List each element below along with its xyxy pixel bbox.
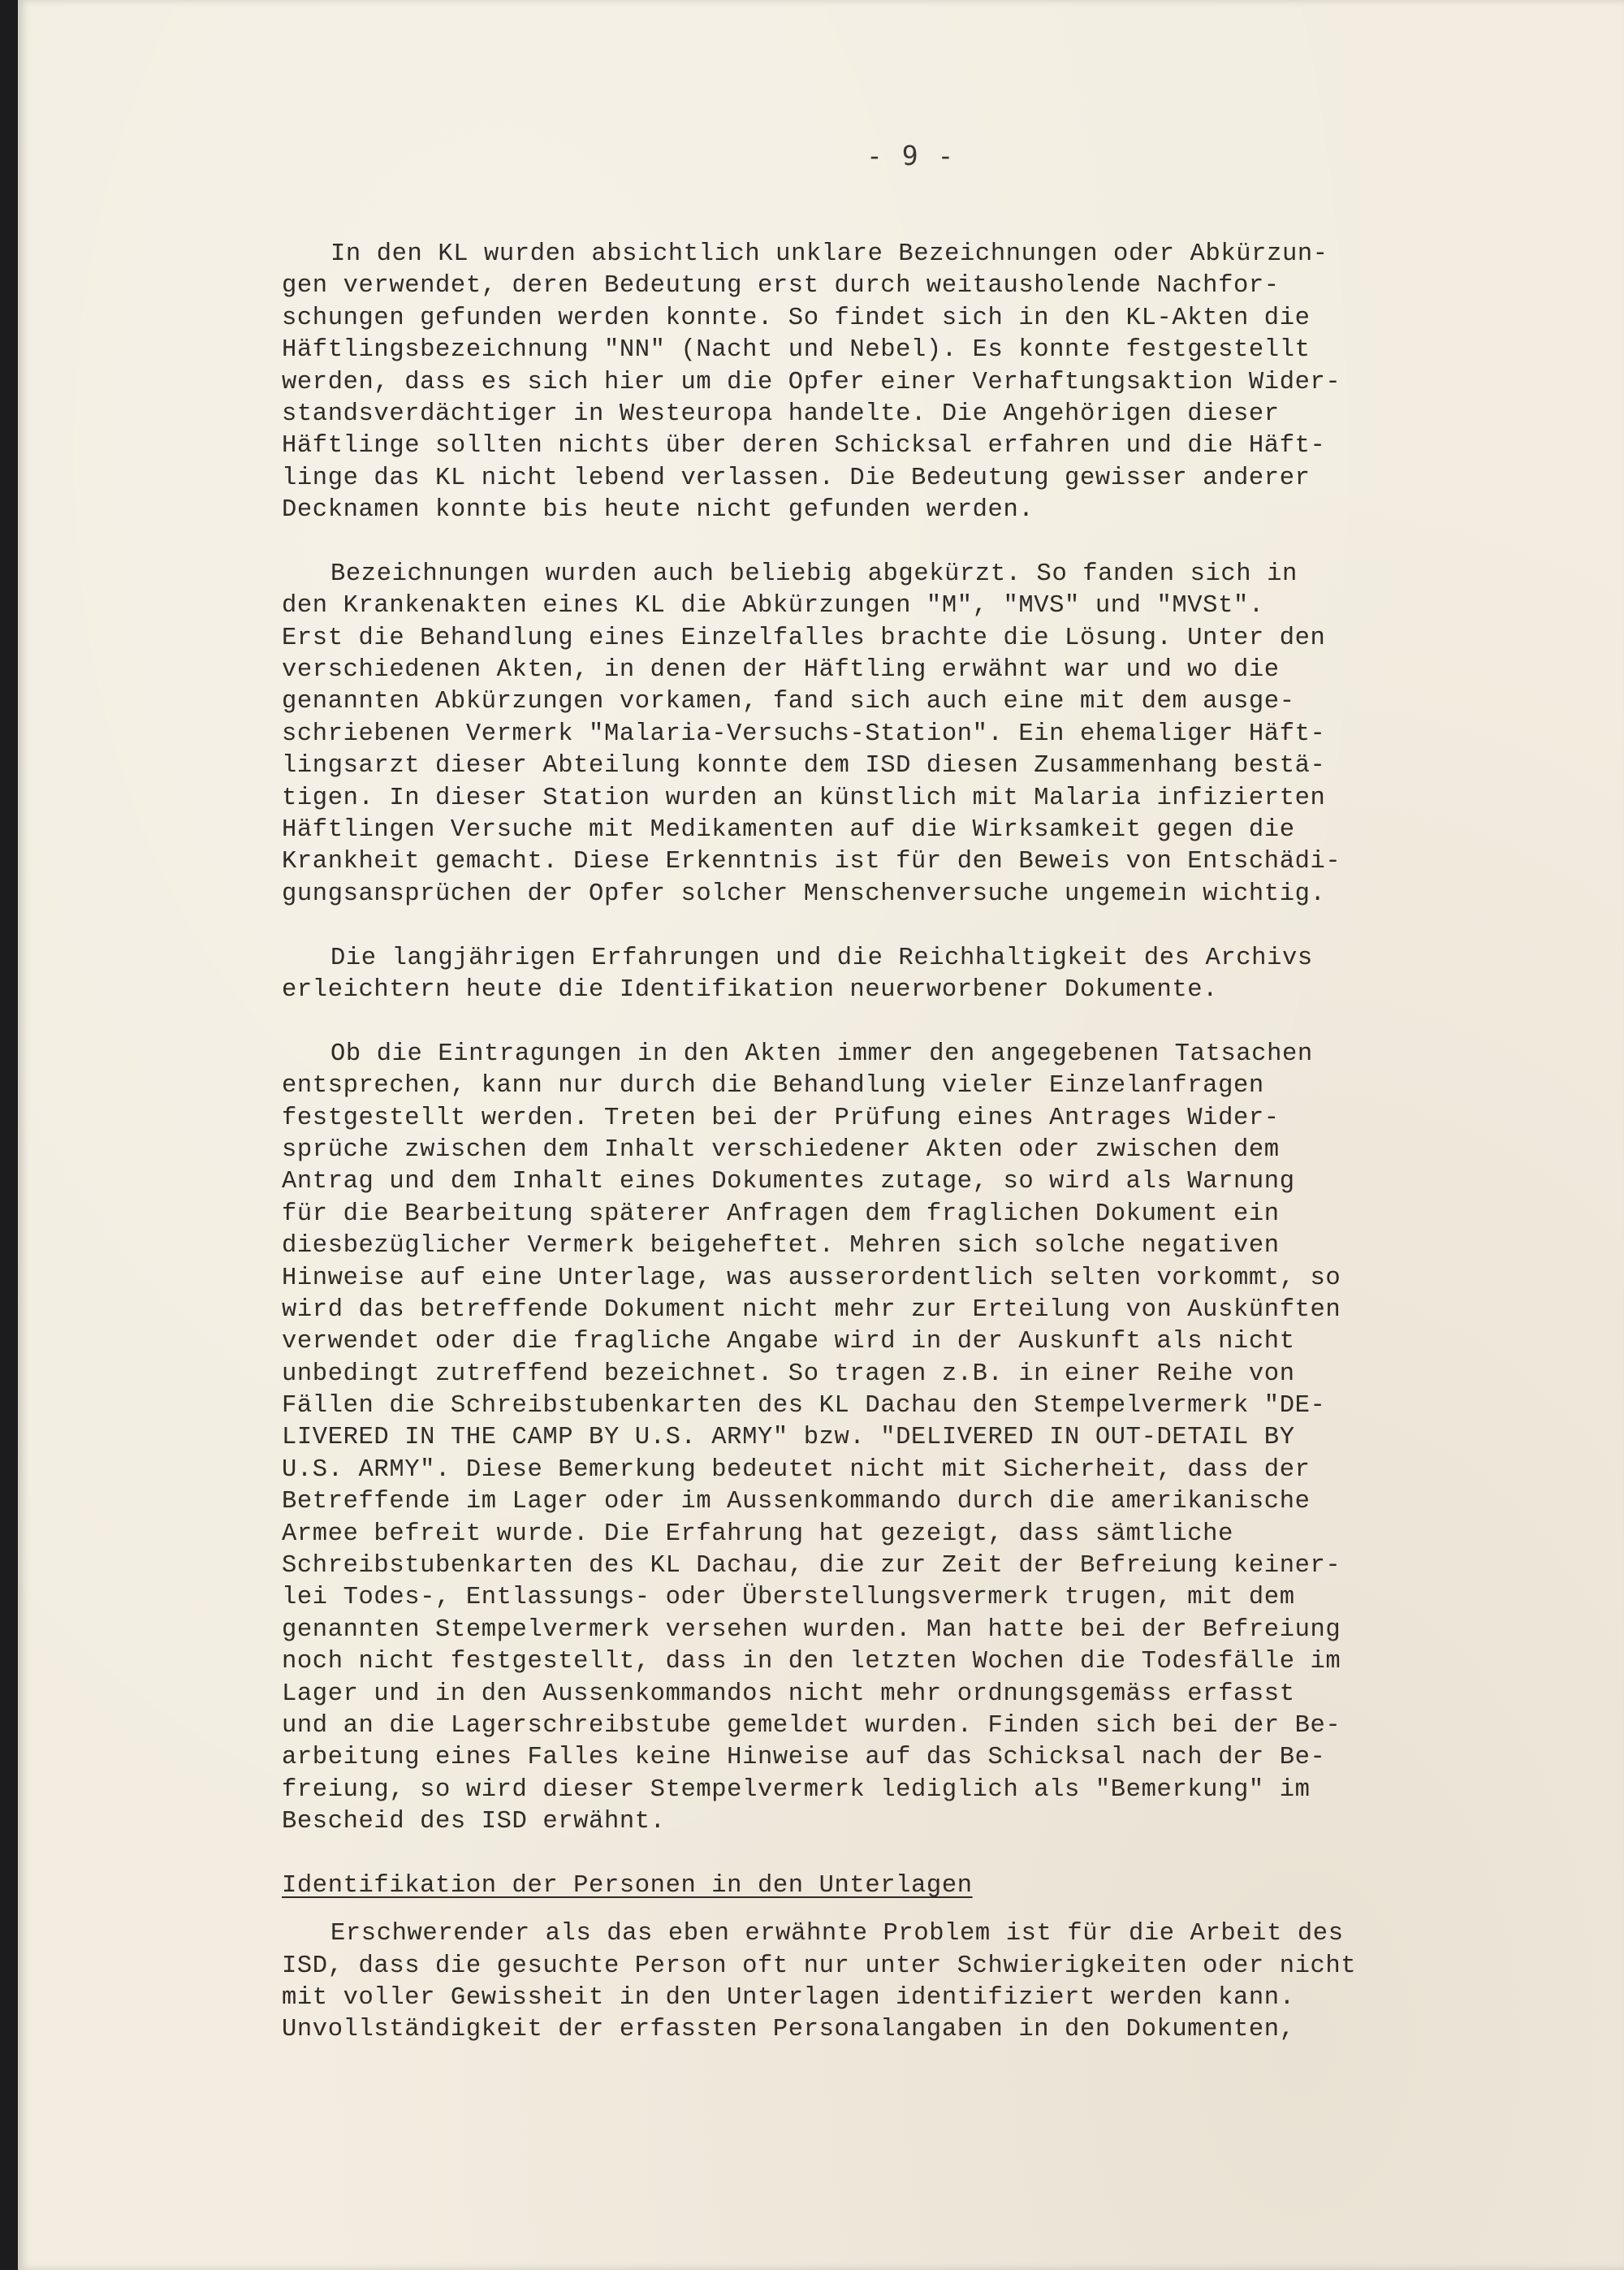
- text-line: werden, dass es sich hier um die Opfer einer Verhaftungsaktion Wider-: [282, 368, 1341, 396]
- text-line: lingsarzt dieser Abteilung konnte dem ISD diesen Zusammenhang bestä-: [282, 752, 1326, 780]
- text-line: Häftlinge sollten nichts über deren Schicksal erfahren und die Häft-: [282, 432, 1326, 460]
- text-line: standsverdächtiger in Westeuropa handelte. Die Angehörigen dieser: [282, 400, 1280, 428]
- text-line: Betreffende im Lager oder im Aussenkommando durch die amerikanische: [282, 1488, 1311, 1516]
- text-line: Die langjährigen Erfahrungen und die Reichhaltigkeit des Archivs: [330, 944, 1313, 972]
- text-line: gen verwendet, deren Bedeutung erst durch weitausholende Nachfor-: [282, 272, 1280, 301]
- text-line: Erst die Behandlung eines Einzelfalles brachte die Lösung. Unter den: [282, 624, 1326, 652]
- text-line: In den KL wurden absichtlich unklare Bezeichnungen oder Abkürzun-: [330, 240, 1328, 268]
- typewritten-page: [18, 0, 1624, 2270]
- text-line: Antrag und dem Inhalt eines Dokumentes zutage, so wird als Warnung: [282, 1168, 1295, 1196]
- text-line: Schreibstubenkarten des KL Dachau, die zur Zeit der Befreiung keiner-: [282, 1552, 1341, 1580]
- text-line: Bescheid des ISD erwähnt.: [282, 1808, 666, 1836]
- text-line: Häftlingsbezeichnung "NN" (Nacht und Nebel). Es konnte festgestellt: [282, 336, 1311, 365]
- text-line: genannten Stempelvermerk versehen wurden. Man hatte bei der Befreiung: [282, 1615, 1341, 1644]
- text-line: gungsansprüchen der Opfer solcher Menschenversuche ungemein wichtig.: [282, 880, 1326, 908]
- section-heading: Identifikation der Personen in den Unterlagen: [282, 1871, 973, 1900]
- text-line: den Krankenakten eines KL die Abkürzungen "M", "MVS" und "MVSt".: [282, 592, 1264, 620]
- text-line: genannten Abkürzungen vorkamen, fand sich auch eine mit dem ausge-: [282, 688, 1295, 716]
- text-line: erleichtern heute die Identifikation neuerworbener Dokumente.: [282, 975, 1219, 1004]
- text-line: Bezeichnungen wurden auch beliebig abgekürzt. So fanden sich in: [330, 560, 1298, 588]
- text-line: Ob die Eintragungen in den Akten immer den angegebenen Tatsachen: [330, 1040, 1313, 1068]
- text-line: LIVERED IN THE CAMP BY U.S. ARMY" bzw. "DELIVERED IN OUT-DETAIL BY: [282, 1424, 1295, 1452]
- text-line: wird das betreffende Dokument nicht mehr zur Erteilung von Auskünften: [282, 1295, 1341, 1324]
- paragraph-malaria-station: [282, 559, 1516, 910]
- text-line: diesbezüglicher Vermerk beigeheftet. Mehren sich solche negativen: [282, 1232, 1280, 1260]
- text-line: schriebenen Vermerk "Malaria-Versuchs-Station". Ein ehemaliger Häft-: [282, 720, 1326, 748]
- text-line: schungen gefunden werden konnte. So findet sich in den KL-Akten die: [282, 304, 1311, 332]
- page-number: - 9 -: [866, 140, 956, 171]
- text-line: tigen. In dieser Station wurden an künstlich mit Malaria infizierten: [282, 784, 1326, 812]
- text-line: Lager und in den Aussenkommandos nicht mehr ordnungsgemäss erfasst: [282, 1680, 1295, 1708]
- text-line: festgestellt werden. Treten bei der Prüfung eines Antrages Wider-: [282, 1104, 1280, 1132]
- text-line: linge das KL nicht lebend verlassen. Die Bedeutung gewisser anderer: [282, 464, 1311, 492]
- paragraph-dachau-stamp: [282, 1039, 1516, 1839]
- text-line: verwendet oder die fragliche Angabe wird in der Auskunft als nicht: [282, 1328, 1295, 1356]
- paragraph-identification: [282, 1918, 1516, 2047]
- text-line: sprüche zwischen dem Inhalt verschiedener Akten oder zwischen dem: [282, 1135, 1280, 1164]
- text-line: Fällen die Schreibstubenkarten des KL Dachau den Stempelvermerk "DE-: [282, 1392, 1326, 1420]
- text-line: freiung, so wird dieser Stempelvermerk lediglich als "Bemerkung" im: [282, 1775, 1311, 1804]
- text-line: Hinweise auf eine Unterlage, was ausserordentlich selten vorkommt, so: [282, 1264, 1341, 1292]
- text-line: für die Bearbeitung späterer Anfragen dem fraglichen Dokument ein: [282, 1200, 1280, 1228]
- text-line: entsprechen, kann nur durch die Behandlung vieler Einzelanfragen: [282, 1072, 1264, 1100]
- text-line: Unvollständigkeit der erfassten Personalangaben in den Dokumenten,: [282, 2016, 1295, 2044]
- text-line: lei Todes-, Entlassungs- oder Überstellungsvermerk trugen, mit dem: [282, 1584, 1295, 1612]
- text-line: und an die Lagerschreibstube gemeldet wurden. Finden sich bei der Be-: [282, 1711, 1341, 1740]
- text-line: Armee befreit wurde. Die Erfahrung hat gezeigt, dass sämtliche: [282, 1520, 1233, 1548]
- text-line: unbedingt zutreffend bezeichnet. So tragen z.B. in einer Reihe von: [282, 1360, 1295, 1388]
- text-line: Krankheit gemacht. Diese Erkenntnis ist für den Beweis von Entschädi-: [282, 848, 1341, 876]
- text-line: mit voller Gewissheit in den Unterlagen identifiziert werden kann.: [282, 1984, 1295, 2013]
- text-line: Decknamen konnte bis heute nicht gefunden werden.: [282, 496, 1034, 525]
- page-body: [282, 239, 1516, 2047]
- text-line: arbeitung eines Falles keine Hinweise auf das Schicksal nach der Be-: [282, 1744, 1326, 1772]
- text-line: Häftlingen Versuche mit Medikamenten auf die Wirksamkeit gegen die: [282, 816, 1295, 845]
- paragraph-archive-experience: [282, 943, 1516, 1007]
- text-line: U.S. ARMY". Diese Bemerkung bedeutet nicht mit Sicherheit, dass der: [282, 1455, 1311, 1484]
- text-line: ISD, dass die gesuchte Person oft nur unter Schwierigkeiten oder nicht: [282, 1952, 1357, 1980]
- paragraph-nn-abbreviations: [282, 239, 1516, 527]
- text-line: verschiedenen Akten, in denen der Häftling erwähnt war und wo die: [282, 656, 1280, 685]
- text-line: noch nicht festgestellt, dass in den letzten Wochen die Todesfälle im: [282, 1648, 1341, 1676]
- text-line: Erschwerender als das eben erwähnte Problem ist für die Arbeit des: [330, 1920, 1344, 1948]
